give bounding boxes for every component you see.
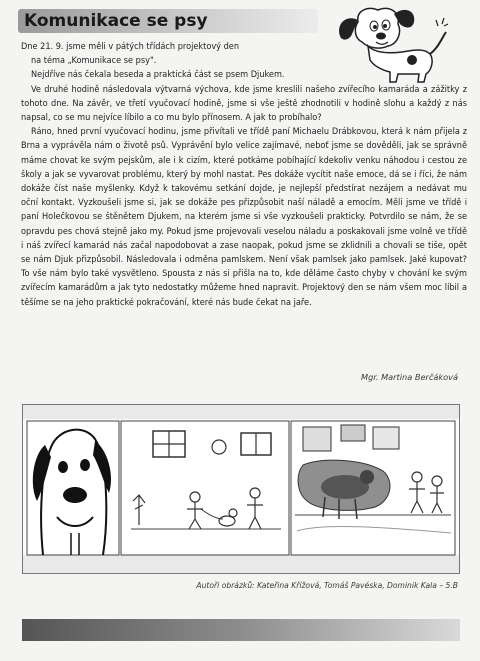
intro-line: Nejdříve nás čekala beseda a praktická část se psem Djukem. [31,70,285,81]
image-credits: Autoři obrázků: Kateřina Křížová, Tomáš Pavéska, Dominik Kala – 5.B [196,581,458,590]
drawing-classroom [121,421,289,555]
intro-paragraph [21,40,333,83]
intro-line: na téma „Komunikace se psy". [31,56,157,67]
drawing-dog-portrait [27,421,119,555]
footer-gradient-bar [22,619,460,641]
children-drawings-image [22,404,460,574]
drawings-illustration [23,405,459,573]
intro-line: Dne 21. 9. jsme měli v pátých třídách projektový den [21,42,240,52]
article-author: Mgr. Martina Berčáková [361,372,458,382]
paragraph-art-class: Ve druhé hodině následovala výtvarná výchova, kde jsme kreslili našeho zvířecího kamaráda a zážitky z tohoto dne. Na závěr, ve třetí vyučovací hodině, jsme si vše ještě zhodnotili v hodině slohu a každý z nás napsal, co se mu nejvíce líbilo a co mu bylo přínosem. A jak to probíhalo? [21,84,467,124]
page-title: Komunikace se psy [24,11,208,31]
article-body [21,40,467,310]
drawing-class-with-dog [291,421,455,555]
paragraph-first-lesson: Ráno, hned první vyučovací hodinu, jsme přivítali ve třídě paní Michaelu Drábkovou, která k nám přijela z Brna a vyprávěla nám o životě psů. Vyprávění bylo velice zajímavé, neboť jsme se dověděli, jak se správně máme chovat ke svým pejskům, ale i k cizím, které potkáme pobíhající kdekoliv venku náhodou i cestou ze školy a jak se vyvarovat problému, který by mohl nastat. Pes dokáže vycítit naše emoce, dá se i říci, že nám dokáže číst naše myšlenky. Když k takovému setkání dojde, je nejlepší předstírat nezájem a nedávat mu oční kontakt. Vyzkoušeli jsme si, jak se dokáže pes přizpůsobit naší náladě a emocím. Měli jsme ve třídě i paní Holečkovou se štěnětem Djukem, na kterém jsme si vše vyzkoušeli prakticky. Potvrdilo se nám, že se opravdu pes chová stejně jako my. Pokud jsme projevovali veselou náladu a poskakovali jsme volně ve třídě i náš zvířecí kamarád nás začal napodobovat a zase naopak, pokud jsme se zklidnili a chovali se tiše, opět se nám Djuk přizpůsobil. Následovala i odměna pamlskem. Není však pamlsek jako pamlsek. Jaké kupovat? To vše nám bylo také vysvětleno. Spousta z nás si přišla na to, kde děláme často chyby v chování ke svým zvířecím kamarádům a jak tyto nedostatky můžeme hned napravit. Projektový den se nám všem moc líbil a těšíme se na jeho praktické pokračování, které nás bude čekat na jaře. [21,127,467,308]
